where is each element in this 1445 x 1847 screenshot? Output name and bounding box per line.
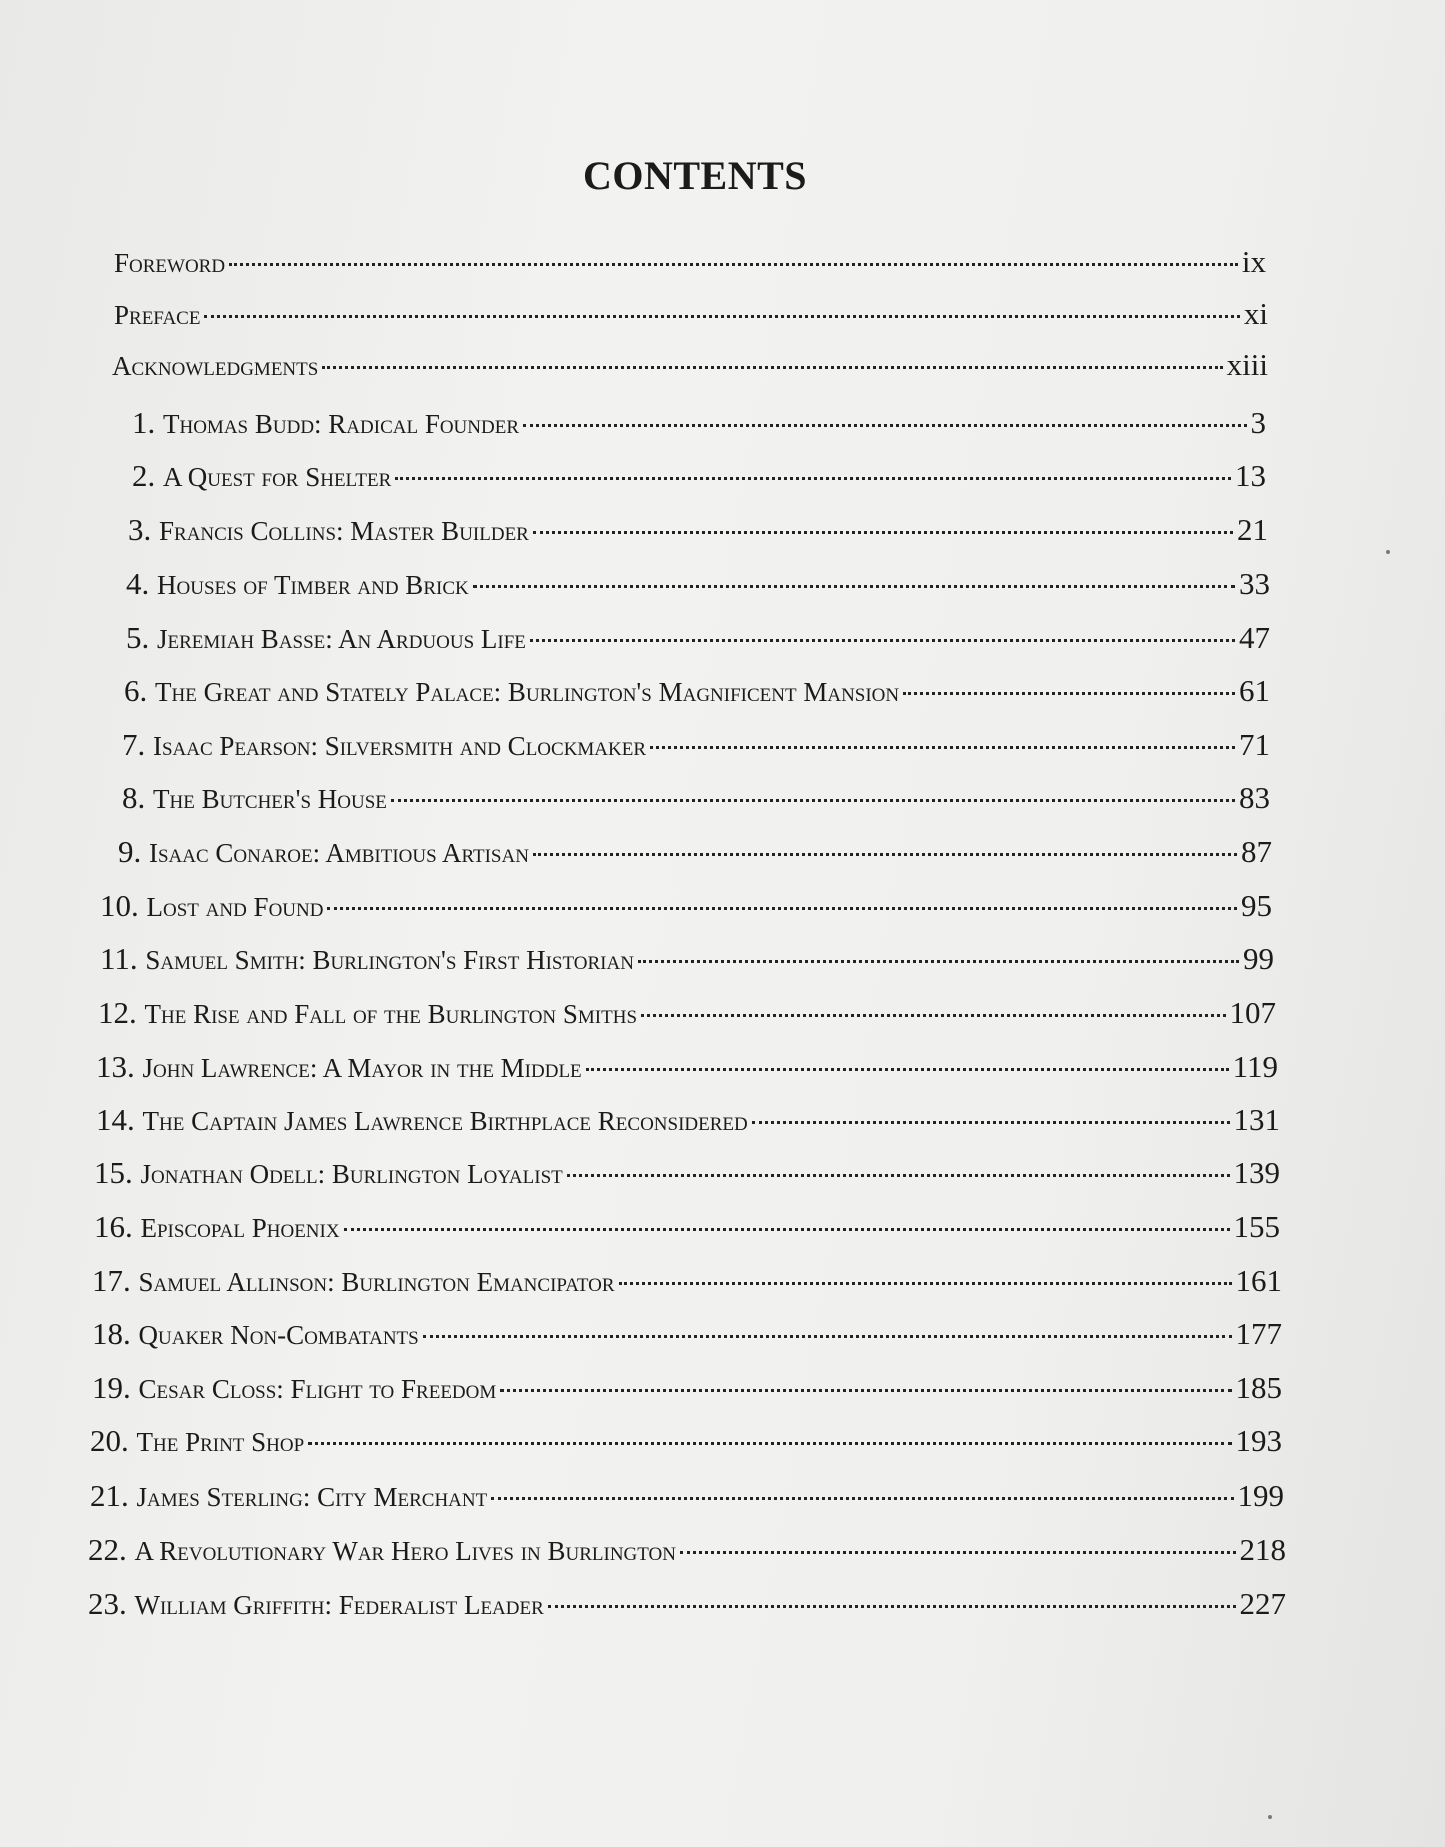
dot-leader [500, 1389, 1231, 1392]
chapter-title: Cesar Closs: Flight to Freedom [138, 1374, 497, 1404]
speck-mark [1386, 550, 1390, 554]
dot-leader [680, 1551, 1236, 1554]
toc-entry [100, 888, 1272, 936]
page-number: 61 [1239, 673, 1270, 708]
toc-entry [128, 512, 1268, 560]
chapter-number: 22. [88, 1532, 135, 1567]
chapter-title: Episcopal Phoenix [140, 1213, 340, 1243]
chapter-number: 21. [90, 1478, 137, 1513]
chapter-number: 19. [92, 1370, 139, 1405]
chapter-title: Preface [114, 300, 201, 330]
chapter-title: Jonathan Odell: Burlington Loyalist [140, 1159, 563, 1189]
chapter-number: 20. [90, 1423, 137, 1458]
page-number: 227 [1239, 1586, 1286, 1621]
dot-leader [533, 853, 1237, 856]
page-number: 95 [1241, 888, 1272, 923]
chapter-number: 8. [122, 780, 153, 815]
page-number: ix [1241, 244, 1266, 279]
chapter-number: 23. [88, 1586, 135, 1621]
dot-leader [229, 263, 1238, 266]
page-number: xiii [1226, 347, 1268, 382]
chapter-title: William Griffith: Federalist Leader [134, 1590, 544, 1620]
dot-leader [530, 639, 1235, 642]
chapter-title: Samuel Smith: Burlington's First Historian [145, 945, 634, 975]
dot-leader [548, 1605, 1236, 1608]
toc-entry [94, 1155, 1280, 1203]
chapter-number: 6. [124, 673, 155, 708]
chapter-number: 16. [94, 1209, 141, 1244]
chapter-number: 12. [98, 995, 145, 1030]
page-number: 3 [1250, 405, 1266, 440]
toc-entry [126, 620, 1270, 668]
toc-entry [88, 1532, 1286, 1580]
dot-leader [327, 907, 1237, 910]
page-number: 107 [1229, 995, 1276, 1030]
chapter-number: 9. [118, 834, 149, 869]
toc-entry [114, 244, 1266, 292]
dot-leader [204, 315, 1239, 318]
toc-entry [92, 1316, 1282, 1364]
chapter-title: The Captain James Lawrence Birthplace Reconsidered [142, 1106, 748, 1136]
page-number: 199 [1237, 1478, 1284, 1513]
dot-leader [523, 424, 1247, 427]
page-number: 185 [1235, 1370, 1282, 1405]
dot-leader [391, 799, 1235, 802]
page-number: 33 [1239, 566, 1270, 601]
toc-entry [94, 1209, 1280, 1257]
chapter-title: Samuel Allinson: Burlington Emancipator [138, 1267, 615, 1297]
dot-leader [322, 366, 1222, 369]
dot-leader [395, 477, 1231, 480]
toc-entry [124, 673, 1270, 721]
dot-leader [903, 692, 1235, 695]
toc-entry [126, 566, 1270, 614]
toc-entry [122, 727, 1270, 775]
dot-leader [586, 1068, 1229, 1071]
page-number: 155 [1233, 1209, 1280, 1244]
dot-leader [619, 1282, 1232, 1285]
page-number: 83 [1239, 780, 1270, 815]
chapter-number: 5. [126, 620, 157, 655]
chapter-number: 13. [96, 1049, 143, 1084]
dot-leader [423, 1335, 1232, 1338]
toc-entry [118, 834, 1272, 882]
page-number: 87 [1241, 834, 1272, 869]
chapter-number: 17. [92, 1263, 139, 1298]
page-number: 161 [1235, 1263, 1282, 1298]
toc-entry [114, 296, 1268, 344]
page-number: 119 [1232, 1049, 1278, 1084]
chapter-number: 10. [100, 888, 147, 923]
chapter-title: The Rise and Fall of the Burlington Smiths [144, 999, 638, 1029]
chapter-number: 4. [126, 566, 157, 601]
dot-leader [491, 1497, 1233, 1500]
chapter-number: 11. [100, 941, 146, 976]
page-number: 139 [1233, 1155, 1280, 1190]
chapter-title: Isaac Conaroe: Ambitious Artisan [149, 838, 529, 868]
chapter-title: The Print Shop [136, 1427, 305, 1457]
chapter-title: Acknowledgments [112, 351, 319, 381]
toc-entry [132, 405, 1266, 453]
chapter-title: Thomas Budd: Radical Founder [163, 409, 519, 439]
toc-entry [92, 1263, 1282, 1311]
chapter-title: Lost and Found [146, 892, 324, 922]
toc-entry [100, 941, 1274, 989]
toc-entry [122, 780, 1270, 828]
page-number: xi [1243, 296, 1268, 331]
page-number: 177 [1235, 1316, 1282, 1351]
chapter-title: The Butcher's House [153, 784, 387, 814]
chapter-title: The Great and Stately Palace: Burlington's Magnificent Mansion [155, 677, 900, 707]
chapter-number: 15. [94, 1155, 141, 1190]
chapter-title: James Sterling: City Merchant [136, 1482, 488, 1512]
chapter-number: 14. [96, 1102, 143, 1137]
page-number: 21 [1237, 512, 1268, 547]
chapter-title: Foreword [114, 248, 226, 278]
chapter-title: Francis Collins: Master Builder [159, 516, 529, 546]
dot-leader [641, 1014, 1225, 1017]
speck-mark [1268, 1815, 1272, 1819]
chapter-number: 2. [132, 458, 163, 493]
toc-entry [92, 1370, 1282, 1418]
dot-leader [638, 960, 1239, 963]
chapter-number: 7. [122, 727, 153, 762]
toc-entry [90, 1423, 1282, 1471]
page-number: 71 [1239, 727, 1270, 762]
dot-leader [650, 746, 1235, 749]
chapter-title: Isaac Pearson: Silversmith and Clockmaker [153, 731, 647, 761]
chapter-title: A Revolutionary War Hero Lives in Burlington [134, 1536, 676, 1566]
chapter-number: 3. [128, 512, 159, 547]
chapter-title: Jeremiah Basse: An Arduous Life [157, 624, 526, 654]
page-number: 131 [1233, 1102, 1280, 1137]
chapter-title: Houses of Timber and Brick [157, 570, 469, 600]
dot-leader [308, 1442, 1231, 1445]
page-number: 218 [1239, 1532, 1286, 1567]
chapter-title: Quaker Non-Combatants [138, 1320, 419, 1350]
toc-entry [96, 1102, 1280, 1150]
toc-entry [132, 458, 1266, 506]
dot-leader [752, 1121, 1230, 1124]
toc-entry [88, 1586, 1286, 1634]
chapter-number: 1. [132, 405, 163, 440]
chapter-title: John Lawrence: A Mayor in the Middle [142, 1053, 582, 1083]
dot-leader [567, 1174, 1230, 1177]
page-number: 99 [1243, 941, 1274, 976]
toc-entry [98, 995, 1276, 1043]
dot-leader [533, 531, 1233, 534]
toc-entry [112, 347, 1268, 395]
toc-entry [90, 1478, 1284, 1526]
page-number: 47 [1239, 620, 1270, 655]
dot-leader [344, 1228, 1230, 1231]
page-number: 13 [1235, 458, 1266, 493]
toc-entry [96, 1049, 1278, 1097]
page-title: CONTENTS [582, 153, 808, 198]
dot-leader [473, 585, 1235, 588]
page-number: 193 [1235, 1423, 1282, 1458]
chapter-number: 18. [92, 1316, 139, 1351]
chapter-title: A Quest for Shelter [163, 462, 392, 492]
